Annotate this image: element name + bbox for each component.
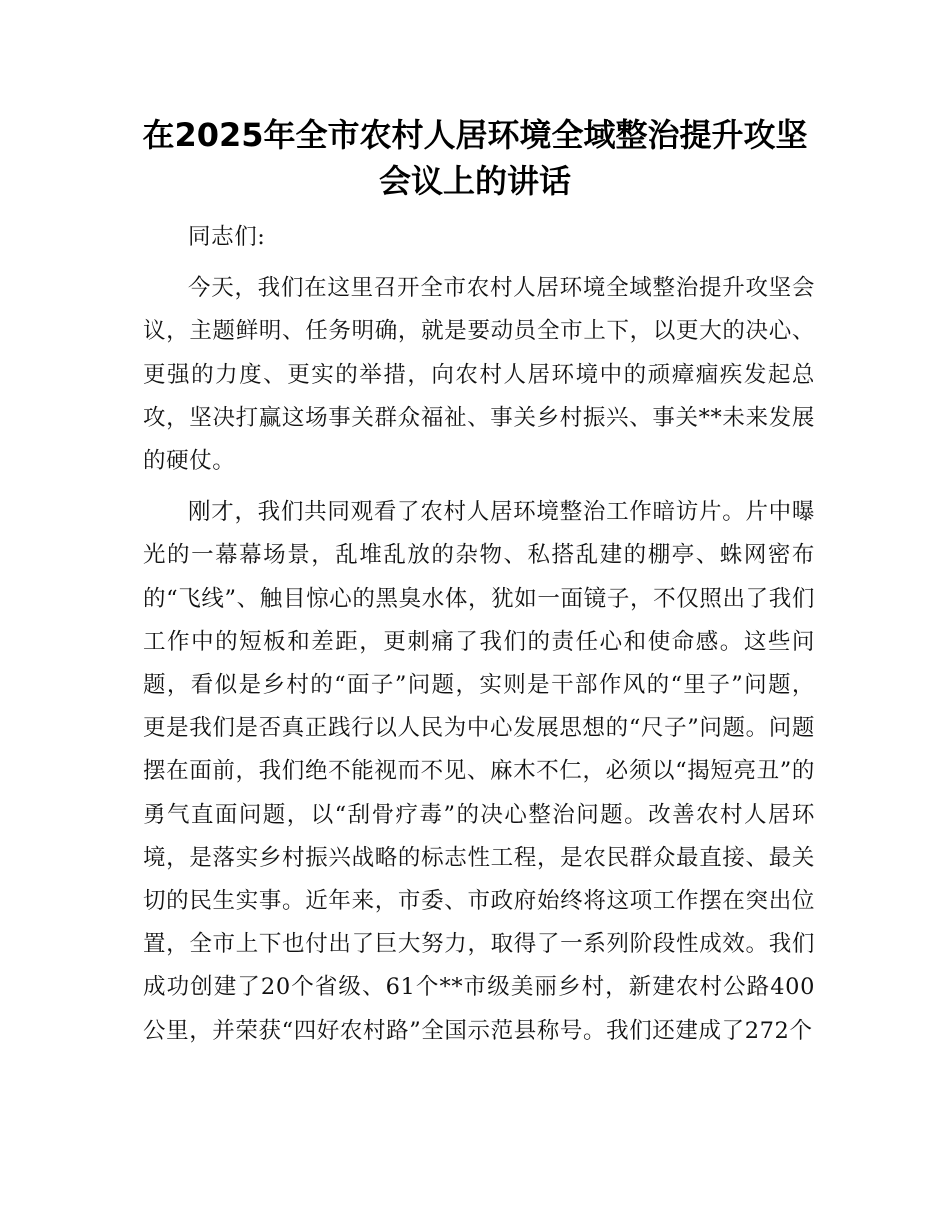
document-body xyxy=(143,216,815,1061)
title-line-2: 会议上的讲话 xyxy=(378,162,571,200)
title-line-1: 在2025年全市农村人居环境全域整治提升攻坚 xyxy=(142,116,808,154)
paragraph-main: 刚才，我们共同观看了农村人居环境整治工作暗访片。片中曝光的一幕幕场景，乱堆乱放的杂物、私搭乱建的棚亭、蛛网密布的“飞线”、触目惊心的黑臭水体，犹如一面镜子，不仅照出了我们工作中的短板和差距，更刺痛了我们的责任心和使命感。这些问题，看似是乡村的“面子”问题，实则是干部作风的“里子”问题，更是我们是否真正践行以人民为中心发展思想的“尺子”问题。问题摆在面前，我们绝不能视而不见、麻木不仁，必须以“揭短亮丑”的勇气直面问题，以“刮骨疗毒”的决心整治问题。改善农村人居环境，是落实乡村振兴战略的标志性工程，是农民群众最直接、最关切的民生实事。近年来，市委、市政府始终将这项工作摆在突出位置，全市上下也付出了巨大努力，取得了一系列阶段性成效。我们成功创建了20个省级、61个**市级美丽乡村，新建农村公路400公里，并荣获“四好农村路”全国示范县称号。我们还建成了272个 xyxy=(143,499,815,1044)
paragraph-opening: 今天，我们在这里召开全市农村人居环境全域整治提升攻坚会议，主题鲜明、任务明确，就是要动员全市上下，以更大的决心、更强的力度、更实的举措，向农村人居环境中的顽瘴痼疾发起总攻，坚决打赢这场事关群众福祉、事关乡村振兴、事关**未来发展的硬仗。 xyxy=(143,275,815,475)
page-title xyxy=(120,112,830,204)
salutation: 同志们: xyxy=(188,224,266,250)
